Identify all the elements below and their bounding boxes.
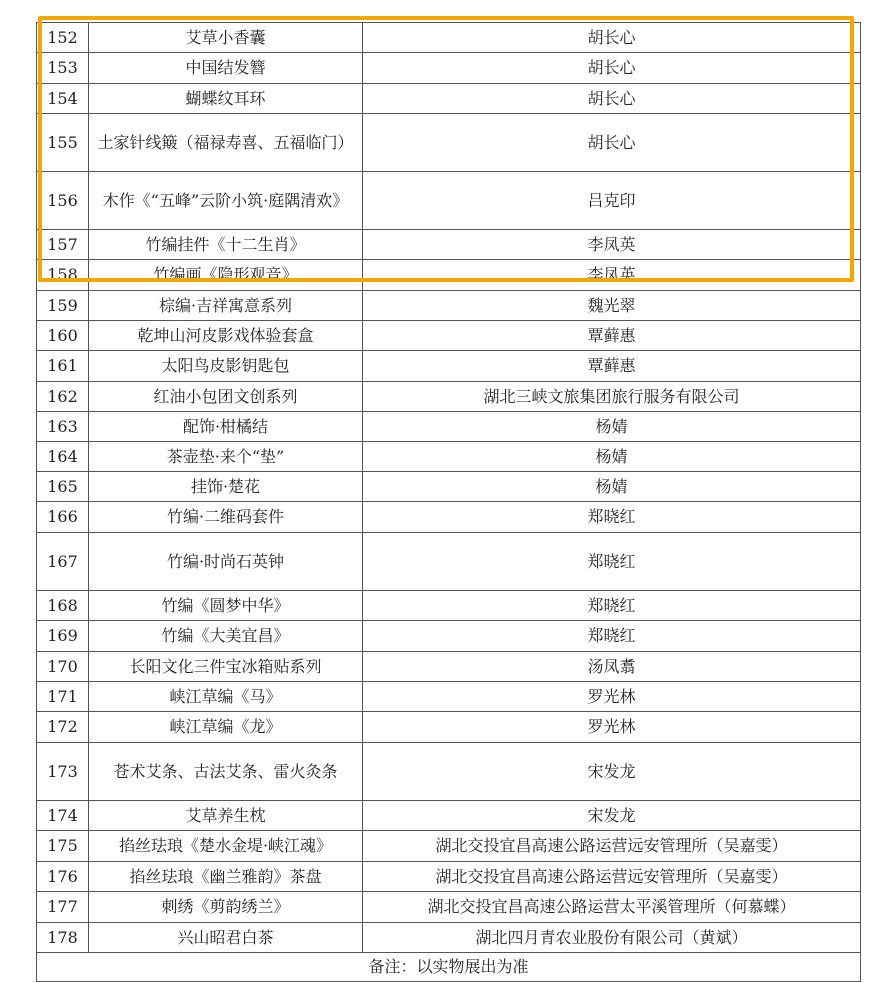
maker-name: 吕克印 xyxy=(363,172,861,230)
product-name: 刺绣《剪韵绣兰》 xyxy=(89,892,363,923)
product-name: 配饰·柑橘结 xyxy=(89,412,363,442)
product-name: 掐丝珐琅《楚水金堤·峡江魂》 xyxy=(89,831,363,862)
maker-name: 郑晓红 xyxy=(363,621,861,652)
product-name: 苍术艾条、古法艾条、雷火灸条 xyxy=(89,743,363,801)
row-number: 168 xyxy=(37,591,89,621)
maker-name: 杨婧 xyxy=(363,412,861,442)
product-name: 峡江草编《马》 xyxy=(89,682,363,712)
maker-name: 魏光翠 xyxy=(363,291,861,321)
product-name: 木作《“五峰”云阶小筑·庭隅清欢》 xyxy=(89,172,363,230)
maker-name: 汤凤翥 xyxy=(363,652,861,682)
row-number: 176 xyxy=(37,862,89,892)
product-name: 竹编·二维码套件 xyxy=(89,502,363,533)
table-row xyxy=(37,892,861,923)
product-name: 长阳文化三件宝冰箱贴系列 xyxy=(89,652,363,682)
product-name: 掐丝珐琅《幽兰雅韵》茶盘 xyxy=(89,862,363,892)
maker-name: 宋发龙 xyxy=(363,801,861,831)
maker-name: 宋发龙 xyxy=(363,743,861,801)
table-row xyxy=(37,533,861,591)
product-name: 乾坤山河皮影戏体验套盒 xyxy=(89,321,363,351)
table-row xyxy=(37,382,861,412)
row-number: 172 xyxy=(37,712,89,743)
product-name: 茶壶垫·来个“垫” xyxy=(89,442,363,472)
row-number: 156 xyxy=(37,172,89,230)
row-number: 160 xyxy=(37,321,89,351)
table-row xyxy=(37,53,861,84)
maker-name: 湖北交投宜昌高速公路运营远安管理所（吴嘉雯） xyxy=(363,831,861,862)
product-name: 中国结发簪 xyxy=(89,53,363,84)
maker-name: 郑晓红 xyxy=(363,502,861,533)
table-row xyxy=(37,682,861,712)
product-name: 竹编·时尚石英钟 xyxy=(89,533,363,591)
row-number: 173 xyxy=(37,743,89,801)
product-name: 太阳鸟皮影钥匙包 xyxy=(89,351,363,382)
product-list-table xyxy=(36,22,861,982)
maker-name: 郑晓红 xyxy=(363,533,861,591)
maker-name: 胡长心 xyxy=(363,53,861,84)
table-row xyxy=(37,923,861,953)
table-row xyxy=(37,351,861,382)
table-row xyxy=(37,831,861,862)
maker-name: 李凤英 xyxy=(363,230,861,260)
product-name: 峡江草编《龙》 xyxy=(89,712,363,743)
row-number: 164 xyxy=(37,442,89,472)
table-row xyxy=(37,260,861,291)
table-row xyxy=(37,743,861,801)
row-number: 169 xyxy=(37,621,89,652)
table-row xyxy=(37,472,861,502)
table-row xyxy=(37,712,861,743)
product-name: 艾草小香囊 xyxy=(89,23,363,53)
product-name: 土家针线簸（福禄寿喜、五福临门） xyxy=(89,114,363,172)
note-text: 备注：以实物展出为准 xyxy=(37,953,861,982)
product-name: 竹编画《隐形观音》 xyxy=(89,260,363,291)
product-name: 挂饰·楚花 xyxy=(89,472,363,502)
maker-name: 罗光林 xyxy=(363,712,861,743)
maker-name: 覃藓惠 xyxy=(363,321,861,351)
table-row xyxy=(37,621,861,652)
row-number: 155 xyxy=(37,114,89,172)
row-number: 166 xyxy=(37,502,89,533)
row-number: 175 xyxy=(37,831,89,862)
table-row xyxy=(37,412,861,442)
row-number: 162 xyxy=(37,382,89,412)
maker-name: 胡长心 xyxy=(363,84,861,114)
row-number: 157 xyxy=(37,230,89,260)
row-number: 171 xyxy=(37,682,89,712)
maker-name: 湖北交投宜昌高速公路运营太平溪管理所（何慕蝶） xyxy=(363,892,861,923)
table-row xyxy=(37,114,861,172)
table-row xyxy=(37,321,861,351)
maker-name: 胡长心 xyxy=(363,23,861,53)
maker-name: 李凤英 xyxy=(363,260,861,291)
product-name: 艾草养生枕 xyxy=(89,801,363,831)
table-row xyxy=(37,591,861,621)
row-number: 161 xyxy=(37,351,89,382)
row-number: 177 xyxy=(37,892,89,923)
product-name: 蝴蝶纹耳环 xyxy=(89,84,363,114)
table-row xyxy=(37,230,861,260)
table-row xyxy=(37,442,861,472)
maker-name: 湖北四月青农业股份有限公司（黄斌） xyxy=(363,923,861,953)
table-row xyxy=(37,801,861,831)
table-row xyxy=(37,502,861,533)
row-number: 174 xyxy=(37,801,89,831)
row-number: 167 xyxy=(37,533,89,591)
table-row xyxy=(37,172,861,230)
product-name: 兴山昭君白茶 xyxy=(89,923,363,953)
maker-name: 湖北交投宜昌高速公路运营远安管理所（吴嘉雯） xyxy=(363,862,861,892)
maker-name: 郑晓红 xyxy=(363,591,861,621)
row-number: 163 xyxy=(37,412,89,442)
note-row xyxy=(37,953,861,982)
maker-name: 湖北三峡文旅集团旅行服务有限公司 xyxy=(363,382,861,412)
row-number: 154 xyxy=(37,84,89,114)
table-row xyxy=(37,291,861,321)
row-number: 159 xyxy=(37,291,89,321)
row-number: 152 xyxy=(37,23,89,53)
product-name: 竹编挂件《十二生肖》 xyxy=(89,230,363,260)
row-number: 165 xyxy=(37,472,89,502)
product-name: 红油小包团文创系列 xyxy=(89,382,363,412)
table-row xyxy=(37,84,861,114)
table-row xyxy=(37,862,861,892)
product-name: 竹编《圆梦中华》 xyxy=(89,591,363,621)
table-row xyxy=(37,23,861,53)
row-number: 153 xyxy=(37,53,89,84)
table-row xyxy=(37,652,861,682)
row-number: 178 xyxy=(37,923,89,953)
table-body xyxy=(37,23,861,953)
row-number: 170 xyxy=(37,652,89,682)
product-name: 棕编·吉祥寓意系列 xyxy=(89,291,363,321)
maker-name: 罗光林 xyxy=(363,682,861,712)
maker-name: 杨婧 xyxy=(363,442,861,472)
maker-name: 杨婧 xyxy=(363,472,861,502)
product-name: 竹编《大美宜昌》 xyxy=(89,621,363,652)
row-number: 158 xyxy=(37,260,89,291)
maker-name: 覃藓惠 xyxy=(363,351,861,382)
maker-name: 胡长心 xyxy=(363,114,861,172)
